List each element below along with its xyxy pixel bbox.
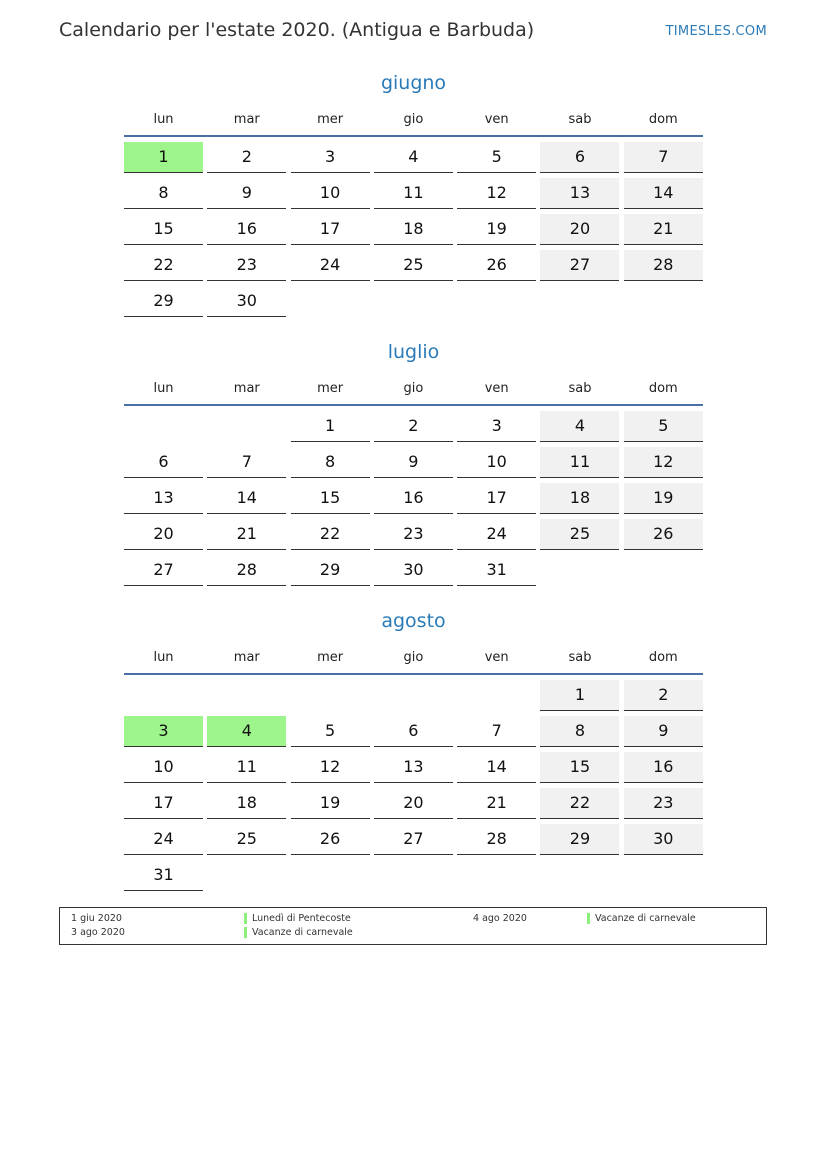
day-cell: 8 <box>124 178 203 209</box>
page-title: Calendario per l'estate 2020. (Antigua e Barbuda) <box>59 19 535 41</box>
weekday-label: lun <box>153 650 174 665</box>
day-cell: 30 <box>207 286 286 317</box>
weekday-label: mar <box>233 650 260 665</box>
header-divider <box>124 404 703 406</box>
day-cell: 23 <box>207 250 286 281</box>
weekday-label: mer <box>317 112 344 127</box>
day-cell: 25 <box>207 824 286 855</box>
day-cell: 24 <box>124 824 203 855</box>
day-cell: 19 <box>624 483 703 514</box>
day-cell: 26 <box>291 824 370 855</box>
weekday-label: gio <box>403 112 424 127</box>
day-cell: 24 <box>291 250 370 281</box>
day-cell: 30 <box>624 824 703 855</box>
brand-link[interactable]: TIMESLES.COM <box>665 24 767 39</box>
day-cell: 31 <box>457 555 536 586</box>
weekday-label: dom <box>648 112 678 127</box>
day-cell: 28 <box>207 555 286 586</box>
day-cell: 10 <box>291 178 370 209</box>
day-cell: 31 <box>124 860 203 891</box>
weekday-label: ven <box>484 112 509 127</box>
weekday-label: mer <box>317 650 344 665</box>
day-cell: 12 <box>291 752 370 783</box>
day-cell: 19 <box>457 214 536 245</box>
day-cell: 30 <box>374 555 453 586</box>
day-cell: 18 <box>207 788 286 819</box>
month-giugno <box>124 70 703 317</box>
weekday-header-row <box>124 110 703 130</box>
day-cell: 14 <box>624 178 703 209</box>
day-cell: 5 <box>291 716 370 747</box>
day-cell: 15 <box>291 483 370 514</box>
day-cell: 5 <box>624 411 703 442</box>
day-cell: 3 <box>291 142 370 173</box>
day-cell: 17 <box>124 788 203 819</box>
day-cell: 28 <box>457 824 536 855</box>
day-cell: 11 <box>207 752 286 783</box>
weekday-label: dom <box>648 381 678 396</box>
day-cell: 18 <box>540 483 619 514</box>
day-cell: 8 <box>540 716 619 747</box>
weekday-header-row <box>124 648 703 668</box>
holiday-day-cell: 3 <box>124 716 203 747</box>
empty-cell <box>457 680 536 711</box>
legend-holiday-name: Vacanze di carnevale <box>252 927 353 938</box>
day-cell: 26 <box>624 519 703 550</box>
day-cell: 26 <box>457 250 536 281</box>
day-cell: 17 <box>457 483 536 514</box>
month-name: luglio <box>387 341 440 363</box>
day-cell: 10 <box>124 752 203 783</box>
empty-cell <box>207 411 286 442</box>
day-cell: 25 <box>374 250 453 281</box>
day-cell: 14 <box>457 752 536 783</box>
day-cell: 27 <box>124 555 203 586</box>
empty-cell <box>291 680 370 711</box>
day-cell: 20 <box>124 519 203 550</box>
legend-holiday-name: Vacanze di carnevale <box>595 913 696 924</box>
day-cell: 16 <box>624 752 703 783</box>
day-cell: 11 <box>540 447 619 478</box>
day-cell: 12 <box>457 178 536 209</box>
day-cell: 13 <box>374 752 453 783</box>
day-cell: 6 <box>540 142 619 173</box>
day-cell: 17 <box>291 214 370 245</box>
day-cell: 2 <box>207 142 286 173</box>
day-cell: 15 <box>124 214 203 245</box>
empty-cell <box>374 680 453 711</box>
day-cell: 28 <box>624 250 703 281</box>
legend-date: 1 giu 2020 <box>71 913 122 924</box>
day-cell: 7 <box>624 142 703 173</box>
day-cell: 27 <box>540 250 619 281</box>
weekday-label: gio <box>403 650 424 665</box>
day-cell: 5 <box>457 142 536 173</box>
day-cell: 19 <box>291 788 370 819</box>
day-cell: 23 <box>374 519 453 550</box>
weekday-label: sab <box>568 650 592 665</box>
day-cell: 7 <box>457 716 536 747</box>
day-cell: 6 <box>124 447 203 478</box>
weekday-header-row <box>124 379 703 399</box>
day-cell: 9 <box>207 178 286 209</box>
holiday-marker <box>244 927 247 938</box>
day-cell: 23 <box>624 788 703 819</box>
day-cell: 22 <box>540 788 619 819</box>
day-cell: 22 <box>124 250 203 281</box>
day-cell: 20 <box>374 788 453 819</box>
month-name: agosto <box>381 610 446 632</box>
weekday-label: sab <box>568 112 592 127</box>
weekday-label: lun <box>153 112 174 127</box>
day-cell: 13 <box>540 178 619 209</box>
empty-cell <box>124 680 203 711</box>
day-cell: 18 <box>374 214 453 245</box>
weekday-label: gio <box>403 381 424 396</box>
day-cell: 16 <box>374 483 453 514</box>
day-cell: 21 <box>207 519 286 550</box>
empty-cell <box>207 680 286 711</box>
weekday-label: lun <box>153 381 174 396</box>
day-cell: 4 <box>540 411 619 442</box>
day-cell: 21 <box>457 788 536 819</box>
day-cell: 27 <box>374 824 453 855</box>
days-grid <box>124 680 703 891</box>
day-cell: 29 <box>124 286 203 317</box>
month-name: giugno <box>380 72 447 94</box>
day-cell: 20 <box>540 214 619 245</box>
holiday-marker <box>244 913 247 924</box>
day-cell: 21 <box>624 214 703 245</box>
day-cell: 25 <box>540 519 619 550</box>
day-cell: 9 <box>624 716 703 747</box>
month-luglio <box>124 339 703 586</box>
day-cell: 22 <box>291 519 370 550</box>
legend-date: 4 ago 2020 <box>473 913 527 924</box>
day-cell: 3 <box>457 411 536 442</box>
day-cell: 8 <box>291 447 370 478</box>
day-cell: 13 <box>124 483 203 514</box>
weekday-label: sab <box>568 381 592 396</box>
day-cell: 1 <box>540 680 619 711</box>
day-cell: 12 <box>624 447 703 478</box>
day-cell: 7 <box>207 447 286 478</box>
legend-holiday-name: Lunedì di Pentecoste <box>252 913 351 924</box>
day-cell: 4 <box>374 142 453 173</box>
weekday-label: dom <box>648 650 678 665</box>
header-divider <box>124 135 703 137</box>
weekday-label: mar <box>233 381 260 396</box>
day-cell: 2 <box>624 680 703 711</box>
weekday-label: mer <box>317 381 344 396</box>
day-cell: 16 <box>207 214 286 245</box>
header-divider <box>124 673 703 675</box>
day-cell: 2 <box>374 411 453 442</box>
day-cell: 9 <box>374 447 453 478</box>
day-cell: 29 <box>540 824 619 855</box>
empty-cell <box>124 411 203 442</box>
month-agosto <box>124 608 703 891</box>
day-cell: 15 <box>540 752 619 783</box>
legend-date: 3 ago 2020 <box>71 927 125 938</box>
day-cell: 29 <box>291 555 370 586</box>
weekday-label: mar <box>233 112 260 127</box>
days-grid <box>124 411 703 586</box>
day-cell: 11 <box>374 178 453 209</box>
day-cell: 24 <box>457 519 536 550</box>
holiday-legend <box>59 907 767 945</box>
days-grid <box>124 142 703 317</box>
holiday-day-cell: 4 <box>207 716 286 747</box>
day-cell: 10 <box>457 447 536 478</box>
holiday-day-cell: 1 <box>124 142 203 173</box>
holiday-marker <box>587 913 590 924</box>
weekday-label: ven <box>484 381 509 396</box>
day-cell: 1 <box>291 411 370 442</box>
weekday-label: ven <box>484 650 509 665</box>
day-cell: 6 <box>374 716 453 747</box>
day-cell: 14 <box>207 483 286 514</box>
